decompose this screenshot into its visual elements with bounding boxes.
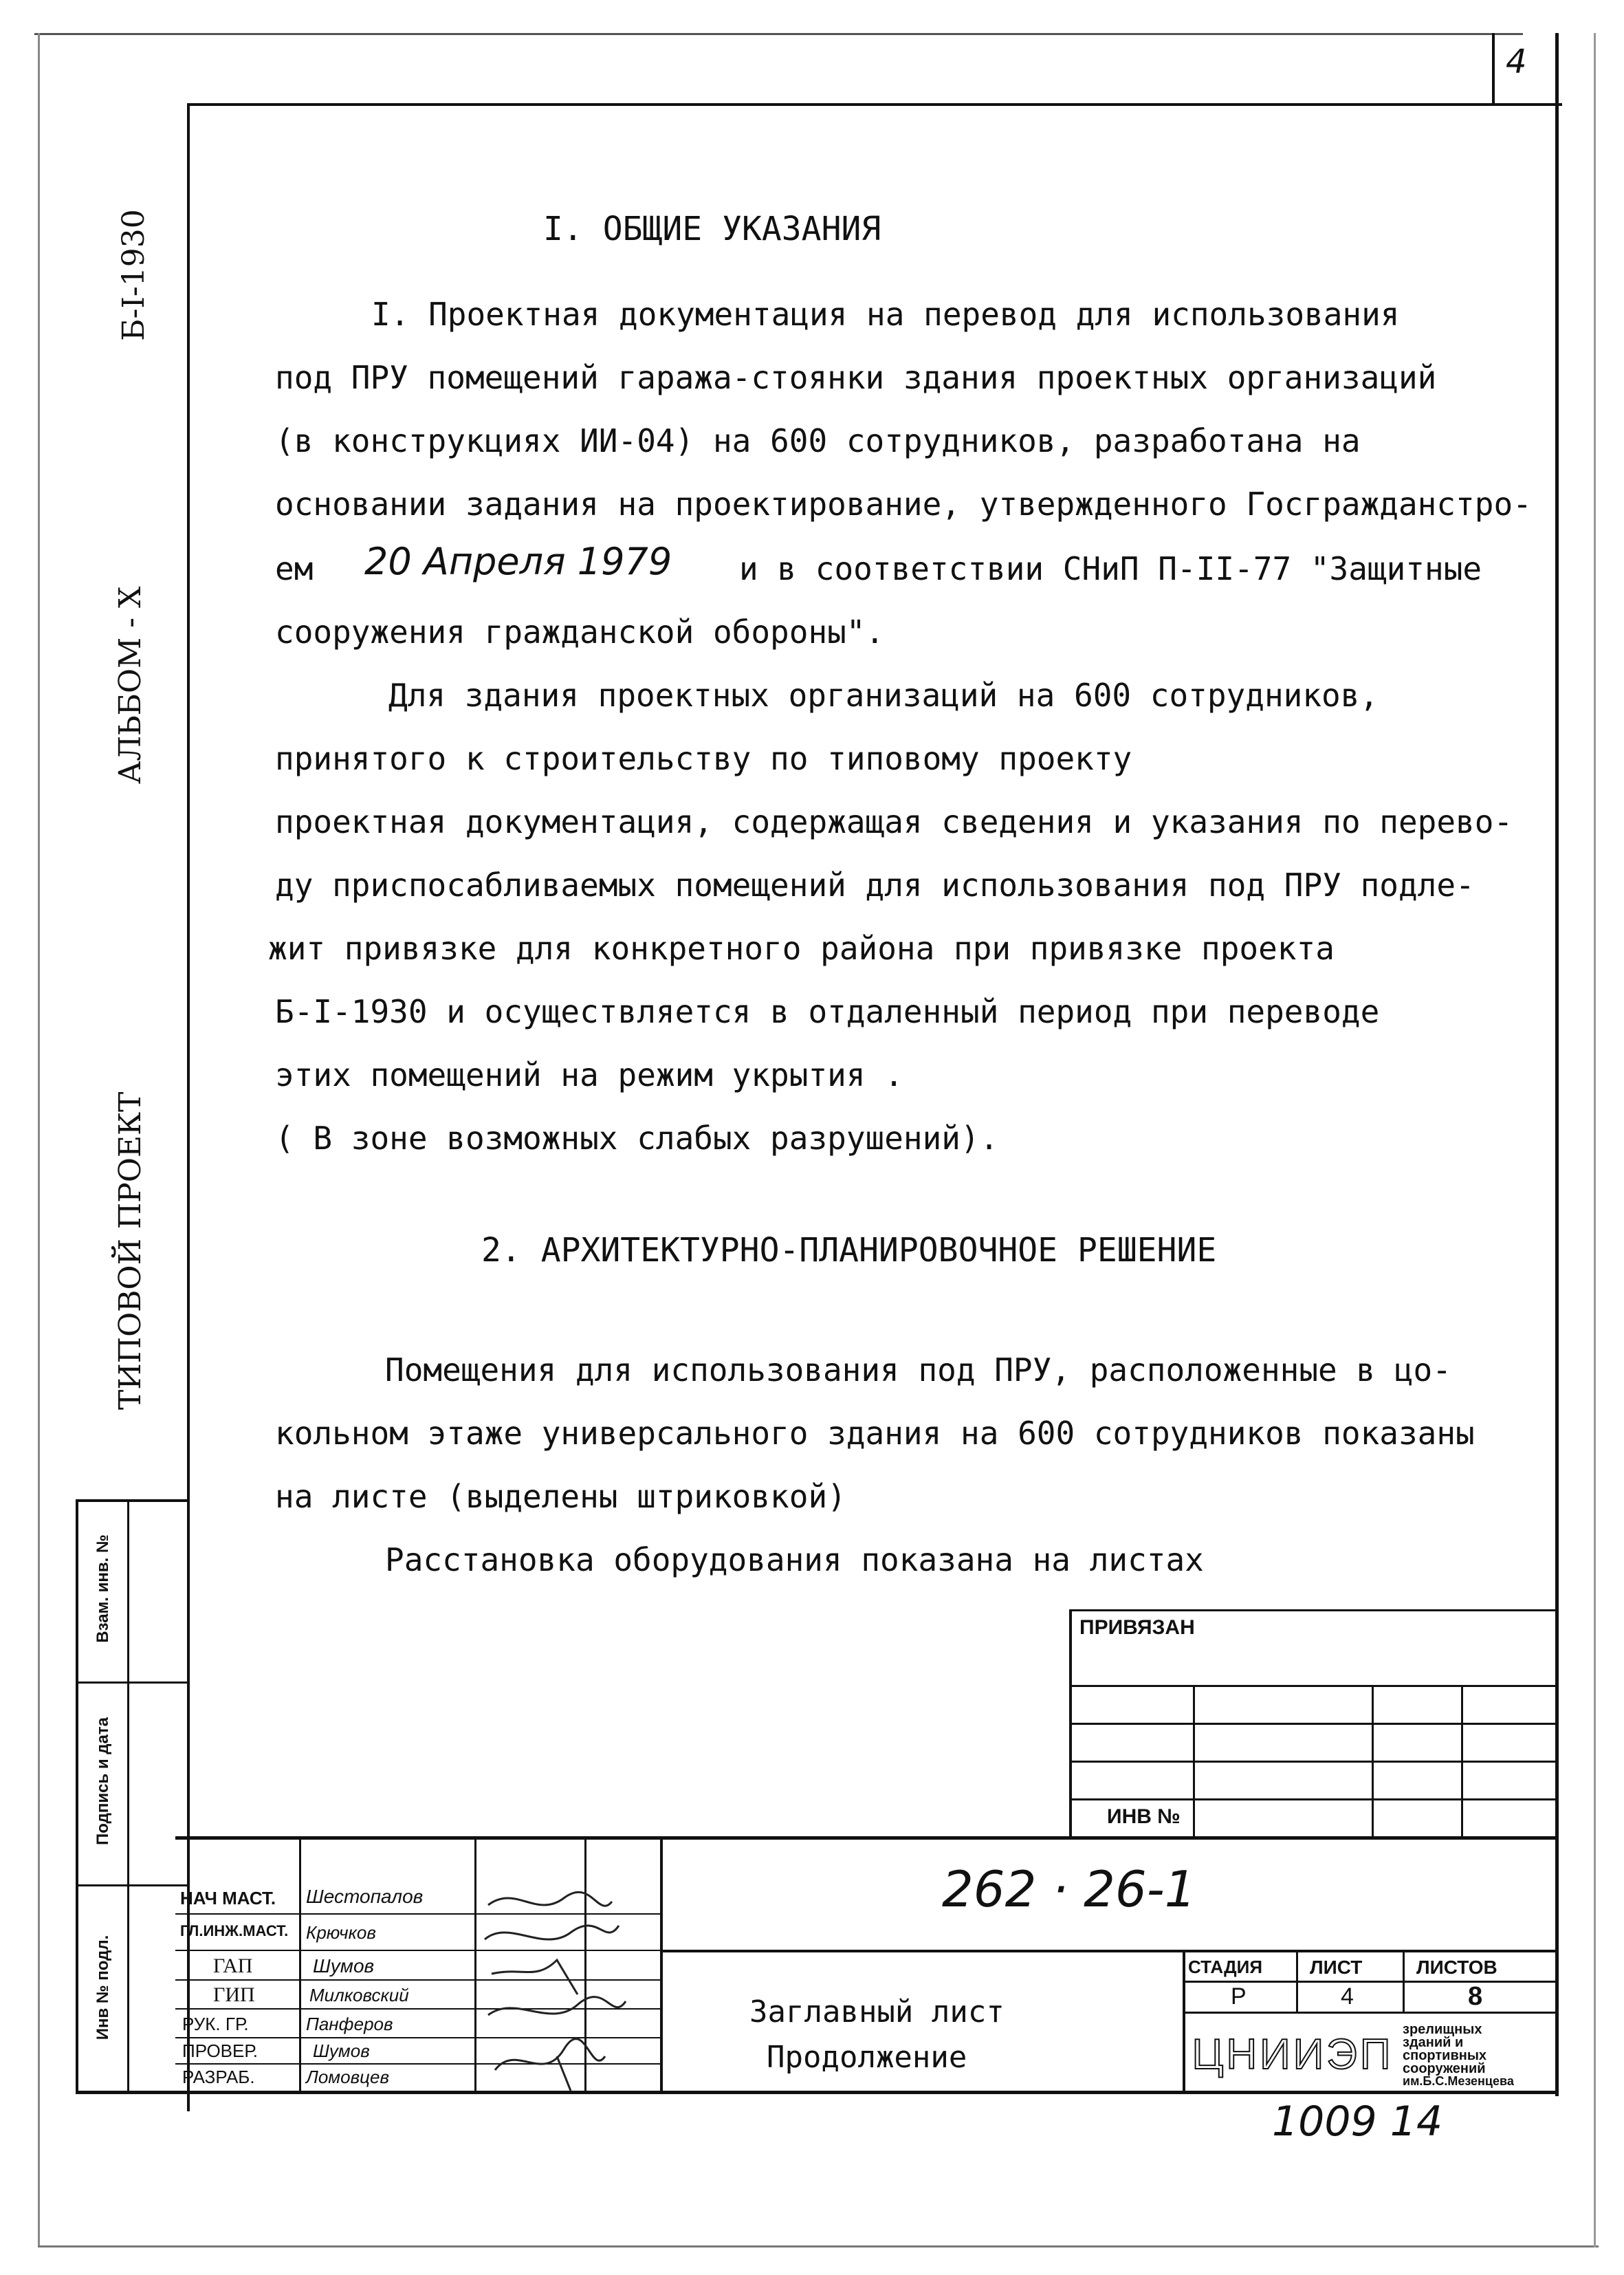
- s1-line-3: (в конструкциях ИИ-04) на 600 сотрудников, разработана на: [275, 422, 1361, 459]
- bottom-number: 1009 14: [1272, 2098, 1443, 2146]
- org-name-4: сооружений: [1403, 2061, 1486, 2076]
- role-6: ПРОВЕР.: [182, 2040, 259, 2061]
- tb-stage-h2: [1183, 2012, 1557, 2014]
- stamp-row2: [76, 1884, 189, 1886]
- s1-line-9: проектная документация, содержащая сведения и указания по перево-: [275, 803, 1513, 840]
- sheets-value: 8: [1468, 1982, 1483, 2011]
- s1-line-5b: и в соответствии СНиП П-II-77 "Защитные: [739, 550, 1482, 587]
- stamp-label-inv: Инв № подл.: [94, 1935, 112, 2040]
- name-6: Шумов: [313, 2040, 370, 2061]
- doc-number: 262 · 26-1: [942, 1860, 1196, 1918]
- name-3: Шумов: [313, 1955, 375, 1977]
- sheet-value: 4: [1341, 1983, 1354, 2010]
- s1-line-10: ду приспосабливаемых помещений для использования под ПРУ подле-: [275, 867, 1475, 904]
- s1-line-7: Для здания проектных организаций на 600 сотрудников,: [388, 677, 1379, 714]
- priv-v3: [1461, 1685, 1463, 1836]
- s1-line-5a: ем: [275, 550, 314, 587]
- s2-line-2: кольном этаже универсального здания на 600 сотрудников показаны: [275, 1415, 1475, 1452]
- handwritten-date: 20 Апреля 1979: [364, 540, 672, 583]
- page-num-box-left: [1492, 33, 1495, 106]
- privyazan-label: ПРИВЯЗАН: [1079, 1616, 1195, 1639]
- frame-left: [38, 33, 40, 2247]
- s1-line-1: I. Проектная документация на перевод для использования: [371, 296, 1400, 333]
- tb-top: [175, 1836, 1557, 1840]
- inner-bottom: [76, 2091, 1557, 2094]
- inner-top: [187, 103, 1562, 106]
- signatures: [474, 1877, 660, 2091]
- tb-v-roles: [299, 1836, 301, 2091]
- inner-left: [187, 103, 190, 2111]
- priv-v2: [1372, 1685, 1374, 1836]
- s1-line-11: жит привязке для конкретного района при привязке проекта: [268, 930, 1335, 967]
- stage-header: СТАДИЯ: [1188, 1957, 1263, 1977]
- sheet-title-1: Заглавный лист: [749, 1994, 1005, 2029]
- stamp-label-sign: Подпись и дата: [94, 1717, 112, 1845]
- role-3: ГАП: [213, 1955, 253, 1977]
- section1-heading: I. ОБЩИЕ УКАЗАНИЯ: [543, 210, 881, 248]
- s1-line-4: основании задания на проектирование, утвержденного Госгражданстро-: [275, 486, 1532, 523]
- role-5: РУК. ГР.: [182, 2014, 249, 2034]
- priv-top: [1069, 1609, 1557, 1611]
- name-5: Панферов: [306, 2014, 393, 2034]
- frame-bottom: [38, 2245, 1599, 2247]
- priv-row1: [1069, 1685, 1557, 1687]
- name-2: Крючков: [306, 1922, 376, 1943]
- priv-v1: [1193, 1685, 1195, 1836]
- name-1: Шестопалов: [306, 1886, 424, 1907]
- s1-line-13: этих помещений на режим укрытия .: [275, 1056, 903, 1093]
- name-7: Ломовцев: [306, 2067, 390, 2087]
- org-logo: ЦНИИЭП: [1192, 2031, 1394, 2078]
- tb-h-mid: [660, 1950, 1557, 1952]
- name-4: Милковский: [309, 1985, 409, 2005]
- stamp-row1: [76, 1681, 189, 1684]
- priv-row4: [1069, 1798, 1557, 1800]
- tb-stage-v1: [1296, 1950, 1298, 2012]
- frame-right: [1594, 33, 1596, 2247]
- priv-row3: [1069, 1761, 1557, 1763]
- org-name-5: им.Б.С.Мезенцева: [1403, 2074, 1514, 2088]
- stamp-label-vzam: Взам. инв. №: [94, 1534, 112, 1643]
- s2-line-1: Помещения для использования под ПРУ, расположенные в цо-: [385, 1351, 1451, 1389]
- sidebar-album: АЛЬБОМ - X: [113, 586, 148, 784]
- s1-line-12: Б-I-1930 и осуществляется в отдаленный период при переводе: [275, 993, 1380, 1030]
- sheet-header: ЛИСТ: [1310, 1957, 1363, 1978]
- s1-line-2: под ПРУ помещений гаража-стоянки здания проектных организаций: [275, 359, 1437, 396]
- org-name-2: зданий и: [1403, 2035, 1464, 2050]
- section2-heading: 2. АРХИТЕКТУРНО-ПЛАНИРОВОЧНОЕ РЕШЕНИЕ: [481, 1231, 1217, 1270]
- org-name-1: зрелищных: [1403, 2022, 1482, 2037]
- stage-value: Р: [1231, 1983, 1247, 2010]
- role-7: РАЗРАБ.: [182, 2067, 255, 2087]
- sidebar-project-type: ТИПОВОЙ ПРОЕКТ: [113, 1091, 148, 1410]
- sheet-title-2: Продолжение: [767, 2040, 967, 2075]
- tb-v-stage: [1183, 1950, 1185, 2091]
- tb-stage-h1: [1183, 1981, 1557, 1983]
- s1-line-14: ( В зоне возможных слабых разрушений).: [275, 1120, 999, 1157]
- s2-line-4: Расстановка оборудования показана на листах: [385, 1541, 1204, 1578]
- page-number: 4: [1506, 43, 1527, 81]
- org-name-3: спортивных: [1403, 2048, 1487, 2063]
- s1-line-8: принятого к строительству по типовому проекту: [275, 740, 1132, 777]
- role-4: ГИП: [213, 1983, 255, 2006]
- sidebar-code: Б-I-1930: [116, 209, 151, 341]
- priv-row2: [1069, 1723, 1557, 1725]
- tb-stage-v2: [1403, 1950, 1405, 2012]
- stamp-left: [76, 1499, 78, 2091]
- role-2: ГЛ.ИНЖ.МАСТ.: [180, 1922, 289, 1939]
- inner-right: [1555, 33, 1559, 2096]
- frame-top-left: [34, 33, 1523, 35]
- role-1: НАЧ МАСТ.: [180, 1888, 276, 1908]
- priv-inv-label: ИНВ №: [1107, 1805, 1181, 1828]
- stamp-col-sep: [127, 1499, 129, 2091]
- s2-line-3: на листе (выделены штриковкой): [275, 1478, 846, 1515]
- tb-v-main: [660, 1836, 663, 2091]
- s1-line-6: сооружения гражданской обороны".: [275, 613, 885, 651]
- sheets-header: ЛИСТОВ: [1416, 1957, 1497, 1978]
